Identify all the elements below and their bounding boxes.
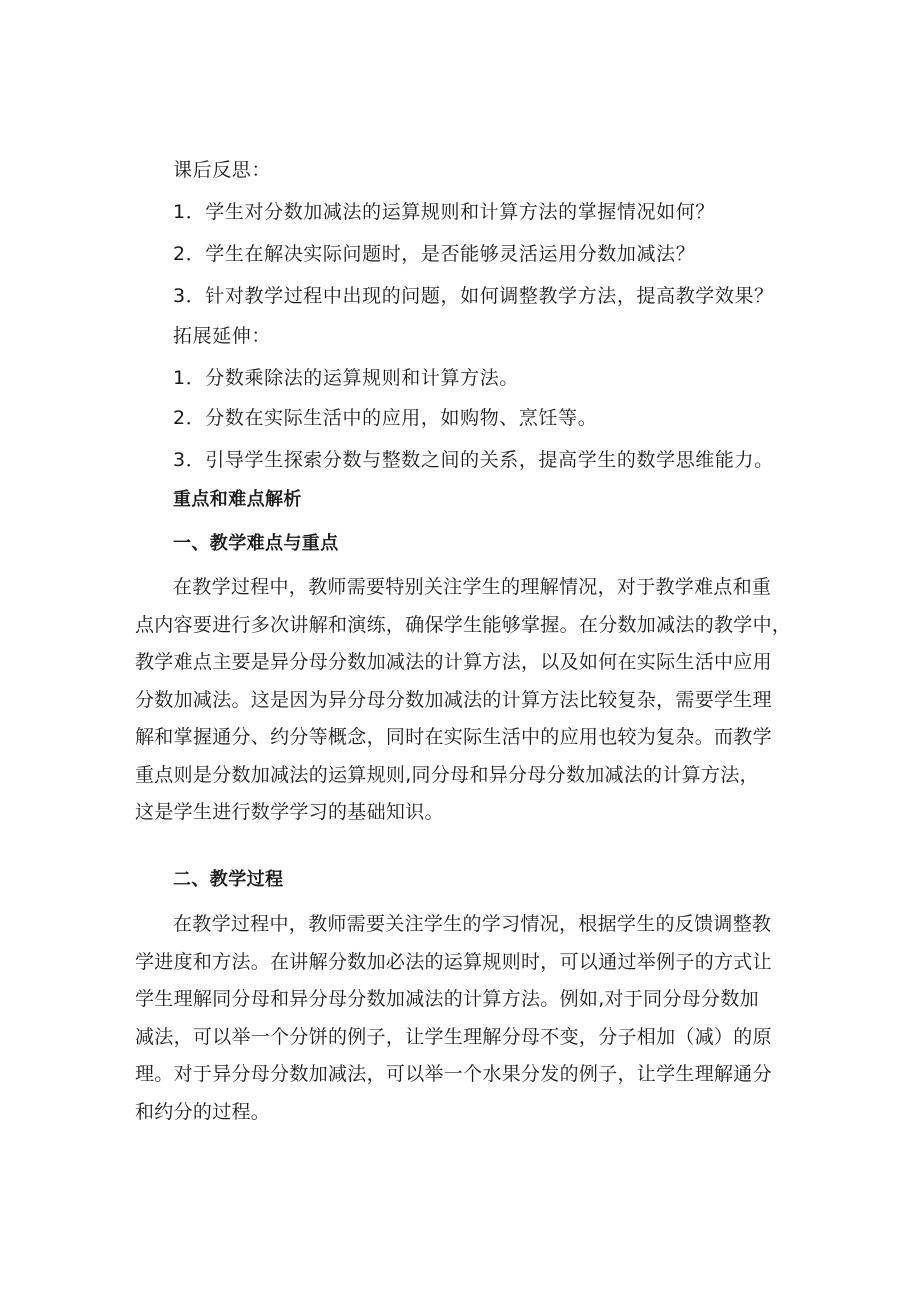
extension-item-3: 3．引导学生探索分数与整数之间的关系，提高学生的数学思维能力。 (173, 449, 774, 471)
section2-line-3: 学生理解同分母和异分母分数加减法的计算方法。例如,对于同分母分数加 (135, 988, 759, 1010)
section1-line-7: 这是学生进行数学学习的基础知识。 (135, 801, 444, 823)
reflection-item-3: 3．针对教学过程中出现的问题，如何调整教学方法，提高教学效果？ (173, 285, 774, 307)
analysis-title: 重点和难点解析 (173, 489, 302, 510)
extension-item-1: 1．分数乘除法的运算规则和计算方法。 (173, 367, 519, 389)
section2-line-1: 在教学过程中，教师需要关注学生的学习情况，根据学生的反馈调整教 (173, 913, 772, 935)
section1-line-6: 重点则是分数加减法的运算规则,同分母和异分母分数加减法的计算方法， (135, 763, 759, 786)
section2-line-6: 和约分的过程。 (135, 1100, 271, 1123)
section1-line-2: 点内容要进行多次讲解和演练，确保学生能够掌握。在分数加减法的教学中， (135, 613, 792, 636)
reflection-item-2: 2．学生在解决实际问题时，是否能够灵活运用分数加减法？ (173, 243, 696, 265)
section2-line-4: 减法，可以举一个分饼的例子，让学生理解分母不变，分子相加（减）的原 (135, 1025, 772, 1048)
section1-paragraph (135, 569, 798, 832)
extension-title: 拓展延伸： (173, 325, 272, 347)
extension-item-2: 2．分数在实际生活中的应用，如购物、烹饪等。 (173, 407, 598, 429)
section1-line-4: 分数加减法。这是因为异分母分数加减法的计算方法比较复杂，需要学生理 (135, 688, 772, 711)
section1-line-3: 教学难点主要是异分母分数加减法的计算方法，以及如何在实际生活中应用 (135, 651, 772, 673)
section2-line-2: 学进度和方法。在讲解分数加必法的运算规则时，可以通过举例子的方式让 (135, 950, 772, 973)
section2-paragraph (135, 906, 798, 1131)
section2-heading: 二、教学过程 (173, 869, 284, 890)
section1-heading: 一、教学难点与重点 (173, 533, 339, 554)
section1-line-1: 在教学过程中，教师需要特别关注学生的理解情况，对于教学难点和重 (173, 576, 772, 598)
reflection-item-1: 1．学生对分数加减法的运算规则和计算方法的掌握情况如何？ (173, 201, 715, 223)
section1-line-5: 解和掌握通分、约分等概念，同时在实际生活中的应用也较为复杂。而教学 (135, 726, 772, 748)
section2-line-5: 理。对于异分母分数加减法，可以举一个水果分发的例子，让学生理解通分 (135, 1063, 772, 1085)
reflection-title: 课后反思： (173, 159, 272, 181)
